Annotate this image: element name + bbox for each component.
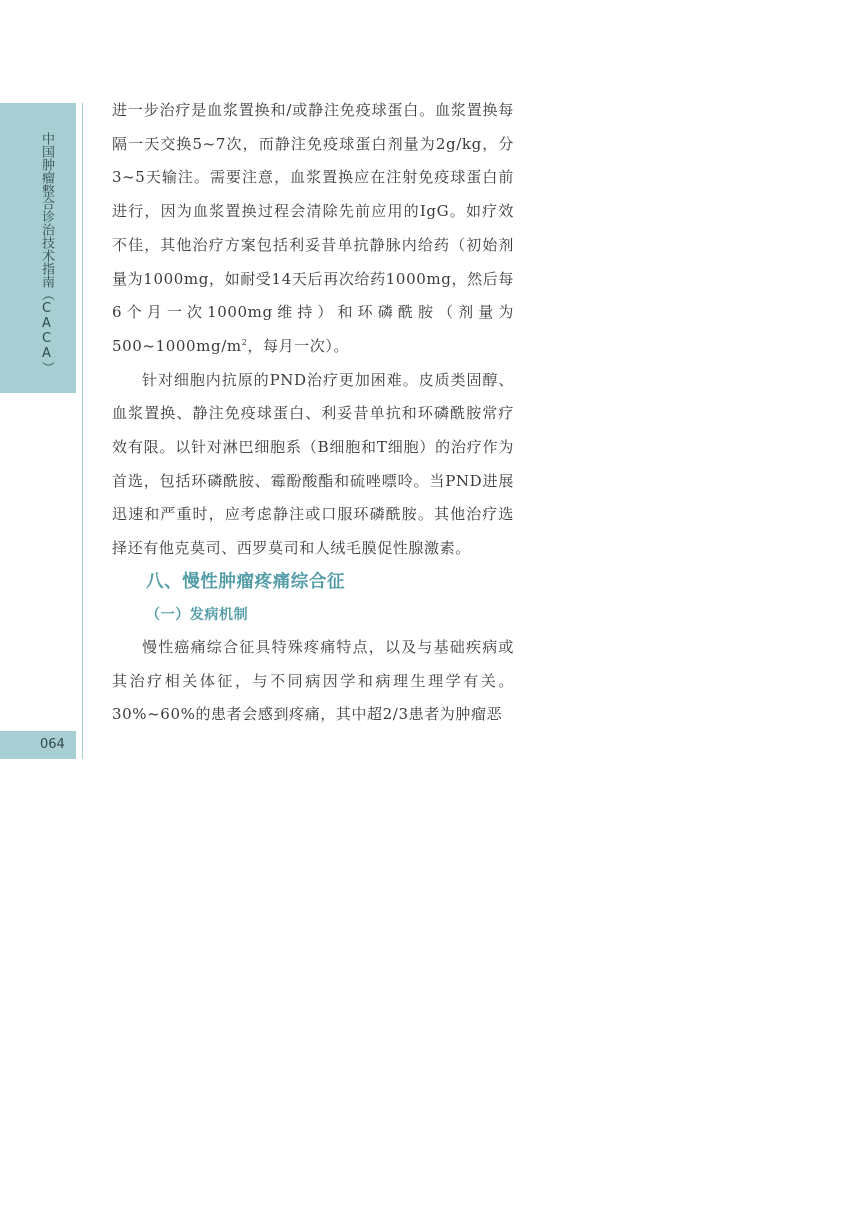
page-number: 064: [40, 737, 65, 752]
main-content: [112, 94, 514, 732]
subsection-heading: （一）发病机制: [146, 606, 249, 623]
paragraph-pathogenesis: 慢性癌痛综合征具特殊疼痛特点，以及与基础疾病或其治疗相关体征，与不同病因学和病理生理学有关。30%~60%的患者会感到疼痛，其中超2/3患者为肿瘤恶: [112, 637, 514, 724]
superscript: 2: [241, 337, 248, 347]
book-title: 中国肿瘤整合诊治技术指南（CACA）: [39, 132, 54, 374]
section-heading: 八、慢性肿瘤疼痛综合征: [146, 571, 346, 592]
paragraph-intracellular-antigen: 针对细胞内抗原的PND治疗更加困难。皮质类固醇、血浆置换、静注免疫球蛋白、利妥昔单抗和环磷酰胺常疗效有限。以针对淋巴细胞系（B细胞和T细胞）的治疗作为首选，包括环磷酰胺、霉酚酸酯和硫唑嘌呤。当PND进展迅速和严重时，应考虑静注或口服环磷酰胺。其他治疗选择还有他克莫司、西罗莫司和人绒毛膜促性腺激素。: [112, 370, 514, 558]
paragraph-text: 进一步治疗是血浆置换和/或静注免疫球蛋白。血浆置换每隔一天交换5~7次，而静注免疫球蛋白剂量为2g/kg，分3~5天输注。需要注意，血浆置换应在注射免疫球蛋白前进行，因为血浆置换过程会清除先前应用的IgG。如疗效不佳，其他治疗方案包括利妥昔单抗静脉内给药（初始剂量为1000mg，如耐受14天后再次给药1000mg，然后每6个月一次1000mg维持）和环磷酰胺（剂量为500~1000mg/m: [112, 101, 514, 355]
paragraph-text-end: ，每月一次）。: [247, 336, 350, 355]
vertical-divider: [82, 103, 83, 759]
paragraph-treatment: [112, 94, 514, 364]
